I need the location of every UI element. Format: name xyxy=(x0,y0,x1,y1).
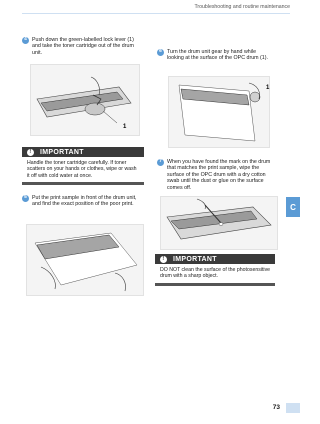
chapter-tab xyxy=(286,197,300,217)
step-number: 6 xyxy=(157,49,164,56)
important-header xyxy=(155,254,275,264)
figure-cleaning-drum xyxy=(160,196,278,250)
header-divider xyxy=(22,13,290,14)
important-note-2 xyxy=(155,254,275,286)
cleaning-drum-illustration xyxy=(161,197,277,249)
step-7 xyxy=(157,159,275,191)
step-4 xyxy=(22,37,142,56)
print-sample-illustration xyxy=(27,225,143,295)
step-number: 4 xyxy=(22,37,29,44)
step-5 xyxy=(22,195,144,208)
page-header xyxy=(0,0,300,16)
callout-1-drum: 1 xyxy=(266,85,270,91)
step-6 xyxy=(157,49,272,62)
step-text: Turn the drum unit gear by hand while looking at the surface of the OPC drum (1). xyxy=(167,49,268,62)
important-body: DO NOT clean the surface of the photosensitive drum with a sharp object. xyxy=(155,264,275,286)
step-text: Put the print sample in front of the drum unit, and find the exact position of the poor print. xyxy=(32,195,137,208)
important-title: IMPORTANT xyxy=(40,148,84,156)
important-body: Handle the toner cartridge carefully. If toner scatters on your hands or clothes, wipe or wash it off with cold water at once. xyxy=(22,157,144,185)
important-title: IMPORTANT xyxy=(173,255,217,263)
figure-print-sample xyxy=(26,224,144,296)
chapter-tab-label: C xyxy=(290,202,296,212)
step-text: When you have found the mark on the drum that matches the print sample, wipe the surface of the OPC drum with a dry cotton swab until the dust or glue on the surface comes off. xyxy=(167,159,271,191)
warning-icon: ! xyxy=(27,149,34,156)
step-number: 7 xyxy=(157,159,164,166)
figure-opc-drum xyxy=(168,76,270,148)
step-text: Push down the green-labelled lock lever (1) and take the toner cartridge out of the drum unit. xyxy=(32,37,134,56)
important-header xyxy=(22,147,144,157)
warning-icon: ! xyxy=(160,256,167,263)
header-title: Troubleshooting and routine maintenance xyxy=(194,4,290,10)
opc-drum-illustration xyxy=(169,77,269,147)
page-number: 73 xyxy=(272,404,280,411)
important-note-1 xyxy=(22,147,144,185)
step-number: 5 xyxy=(22,195,29,202)
page-number-tab xyxy=(286,403,300,413)
callout-1: 1 xyxy=(123,124,127,130)
